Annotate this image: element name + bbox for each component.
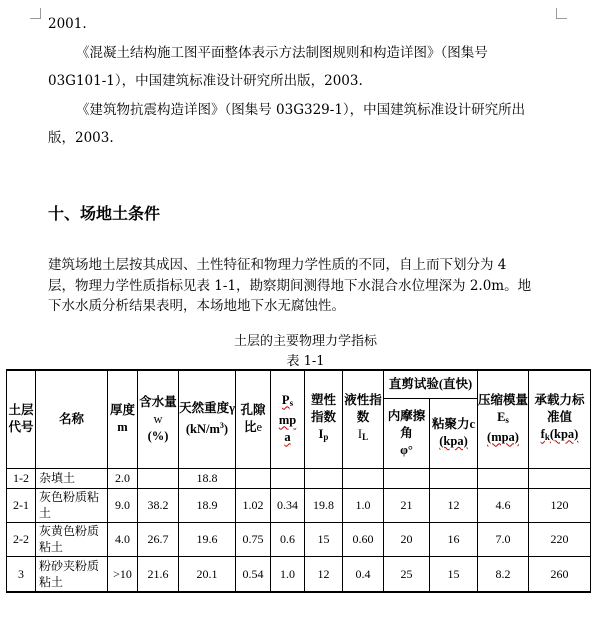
cell-plastic: [305, 468, 343, 488]
header-friction-angle: 内摩擦角 φ°: [384, 398, 430, 468]
body-line: 下水水质分析结果表明，本场地地下水无腐蚀性。: [48, 298, 345, 314]
body-line: 建筑场地土层按其成因、土性特征和物理力学性质的不同，自上而下划分为 4: [48, 257, 507, 273]
cell-void: 0.75: [236, 522, 271, 556]
paragraph-line: 2001.: [48, 16, 87, 32]
cell-ps: 0.34: [271, 488, 305, 522]
cell-code: 2-1: [7, 488, 36, 522]
paragraph-line: 03G101-1），中国建筑标准设计研究所出版，2003.: [48, 73, 363, 89]
cell-friction: 25: [384, 556, 430, 592]
cell-thickness: 2.0: [108, 468, 138, 488]
cell-name: 杂填土: [36, 468, 108, 488]
header-unit-weight: 天然重度γ $(kN/m^3)$: [179, 370, 236, 468]
cell-void: [236, 468, 271, 488]
paragraph-line: 《混凝土结构施工图平面整体表示方法制图规则和构造详图》（图集号: [76, 45, 488, 61]
cell-name: 灰色粉质粘土: [36, 488, 108, 522]
cell-water: 21.6: [138, 556, 179, 592]
cell-bearing: 220: [529, 522, 591, 556]
cell-density: 19.6: [179, 522, 236, 556]
cell-void: 1.02: [236, 488, 271, 522]
table-row: [7, 488, 591, 522]
cell-friction: 20: [384, 522, 430, 556]
section-heading: 十、场地土条件: [48, 204, 161, 223]
cell-ps: 1.0: [271, 556, 305, 592]
header-compression-modulus: 压缩模量 $E_s$ (mpa): [478, 370, 529, 468]
cell-liquid: 0.4: [343, 556, 384, 592]
table-row: [7, 468, 591, 488]
cell-code: 3: [7, 556, 36, 592]
cell-thickness: 9.0: [108, 488, 138, 522]
soil-properties-table: [6, 369, 591, 593]
header-layer-code: 土层代号: [7, 370, 36, 468]
cell-cohesion: 16: [430, 522, 478, 556]
header-ps: $P_s$ mp a: [271, 370, 305, 468]
cell-plastic: 12: [305, 556, 343, 592]
cell-ps: 0.6: [271, 522, 305, 556]
cell-thickness: >10: [108, 556, 138, 592]
cell-code: 1-2: [7, 468, 36, 488]
cell-bearing: 260: [529, 556, 591, 592]
body-line: 层，物理力学性质指标见表 1-1，勘察期间测得地下水混合水位埋深为 2.0m。地: [48, 278, 532, 294]
cell-friction: [384, 468, 430, 488]
cell-cohesion: 12: [430, 488, 478, 522]
cell-bearing: 120: [529, 488, 591, 522]
cell-plastic: 19.8: [305, 488, 343, 522]
cell-liquid: 0.60: [343, 522, 384, 556]
header-direct-shear: 直剪试验(直快): [384, 370, 478, 398]
cell-plastic: 15: [305, 522, 343, 556]
header-name: 名称: [36, 370, 108, 468]
page-margin-corner-left: [30, 8, 41, 19]
header-thickness: 厚度m: [108, 370, 138, 468]
cell-density: 18.9: [179, 488, 236, 522]
cell-void: 0.54: [236, 556, 271, 592]
cell-bearing: [529, 468, 591, 488]
header-liquidity-index: 液性指数 $I_L$: [343, 370, 384, 468]
cell-thickness: 4.0: [108, 522, 138, 556]
header-plasticity-index: 塑性指数 $I_p$: [305, 370, 343, 468]
cell-code: 2-2: [7, 522, 36, 556]
cell-name: 灰黄色粉质粘土: [36, 522, 108, 556]
cell-liquid: 1.0: [343, 488, 384, 522]
header-bearing-capacity: 承载力标准值 $f_k(kpa)$: [529, 370, 591, 468]
page-margin-corner-right: [556, 8, 567, 19]
header-void-ratio: 孔隙比e: [236, 370, 271, 468]
paragraph-line: 《建筑物抗震构造详图》（图集号 03G329-1），中国建筑标准设计研究所出: [76, 102, 526, 118]
paragraph-line: 版，2003.: [48, 130, 114, 146]
header-cohesion: 粘聚力c (kpa): [430, 398, 478, 468]
cell-modulus: 8.2: [478, 556, 529, 592]
cell-cohesion: [430, 468, 478, 488]
cell-friction: 21: [384, 488, 430, 522]
header-water-content: 含水量w (%): [138, 370, 179, 468]
table-row: [7, 556, 591, 592]
table-number: 表 1-1: [286, 354, 325, 369]
cell-water: 26.7: [138, 522, 179, 556]
cell-liquid: [343, 468, 384, 488]
cell-modulus: [478, 468, 529, 488]
cell-cohesion: 15: [430, 556, 478, 592]
cell-modulus: 7.0: [478, 522, 529, 556]
cell-modulus: 4.6: [478, 488, 529, 522]
cell-density: 18.8: [179, 468, 236, 488]
table-title: 土层的主要物理力学指标: [233, 334, 377, 349]
cell-name: 粉砂夹粉质粘土: [36, 556, 108, 592]
cell-ps: [271, 468, 305, 488]
table-row: [7, 522, 591, 556]
cell-density: 20.1: [179, 556, 236, 592]
cell-water: 38.2: [138, 488, 179, 522]
cell-water: [138, 468, 179, 488]
